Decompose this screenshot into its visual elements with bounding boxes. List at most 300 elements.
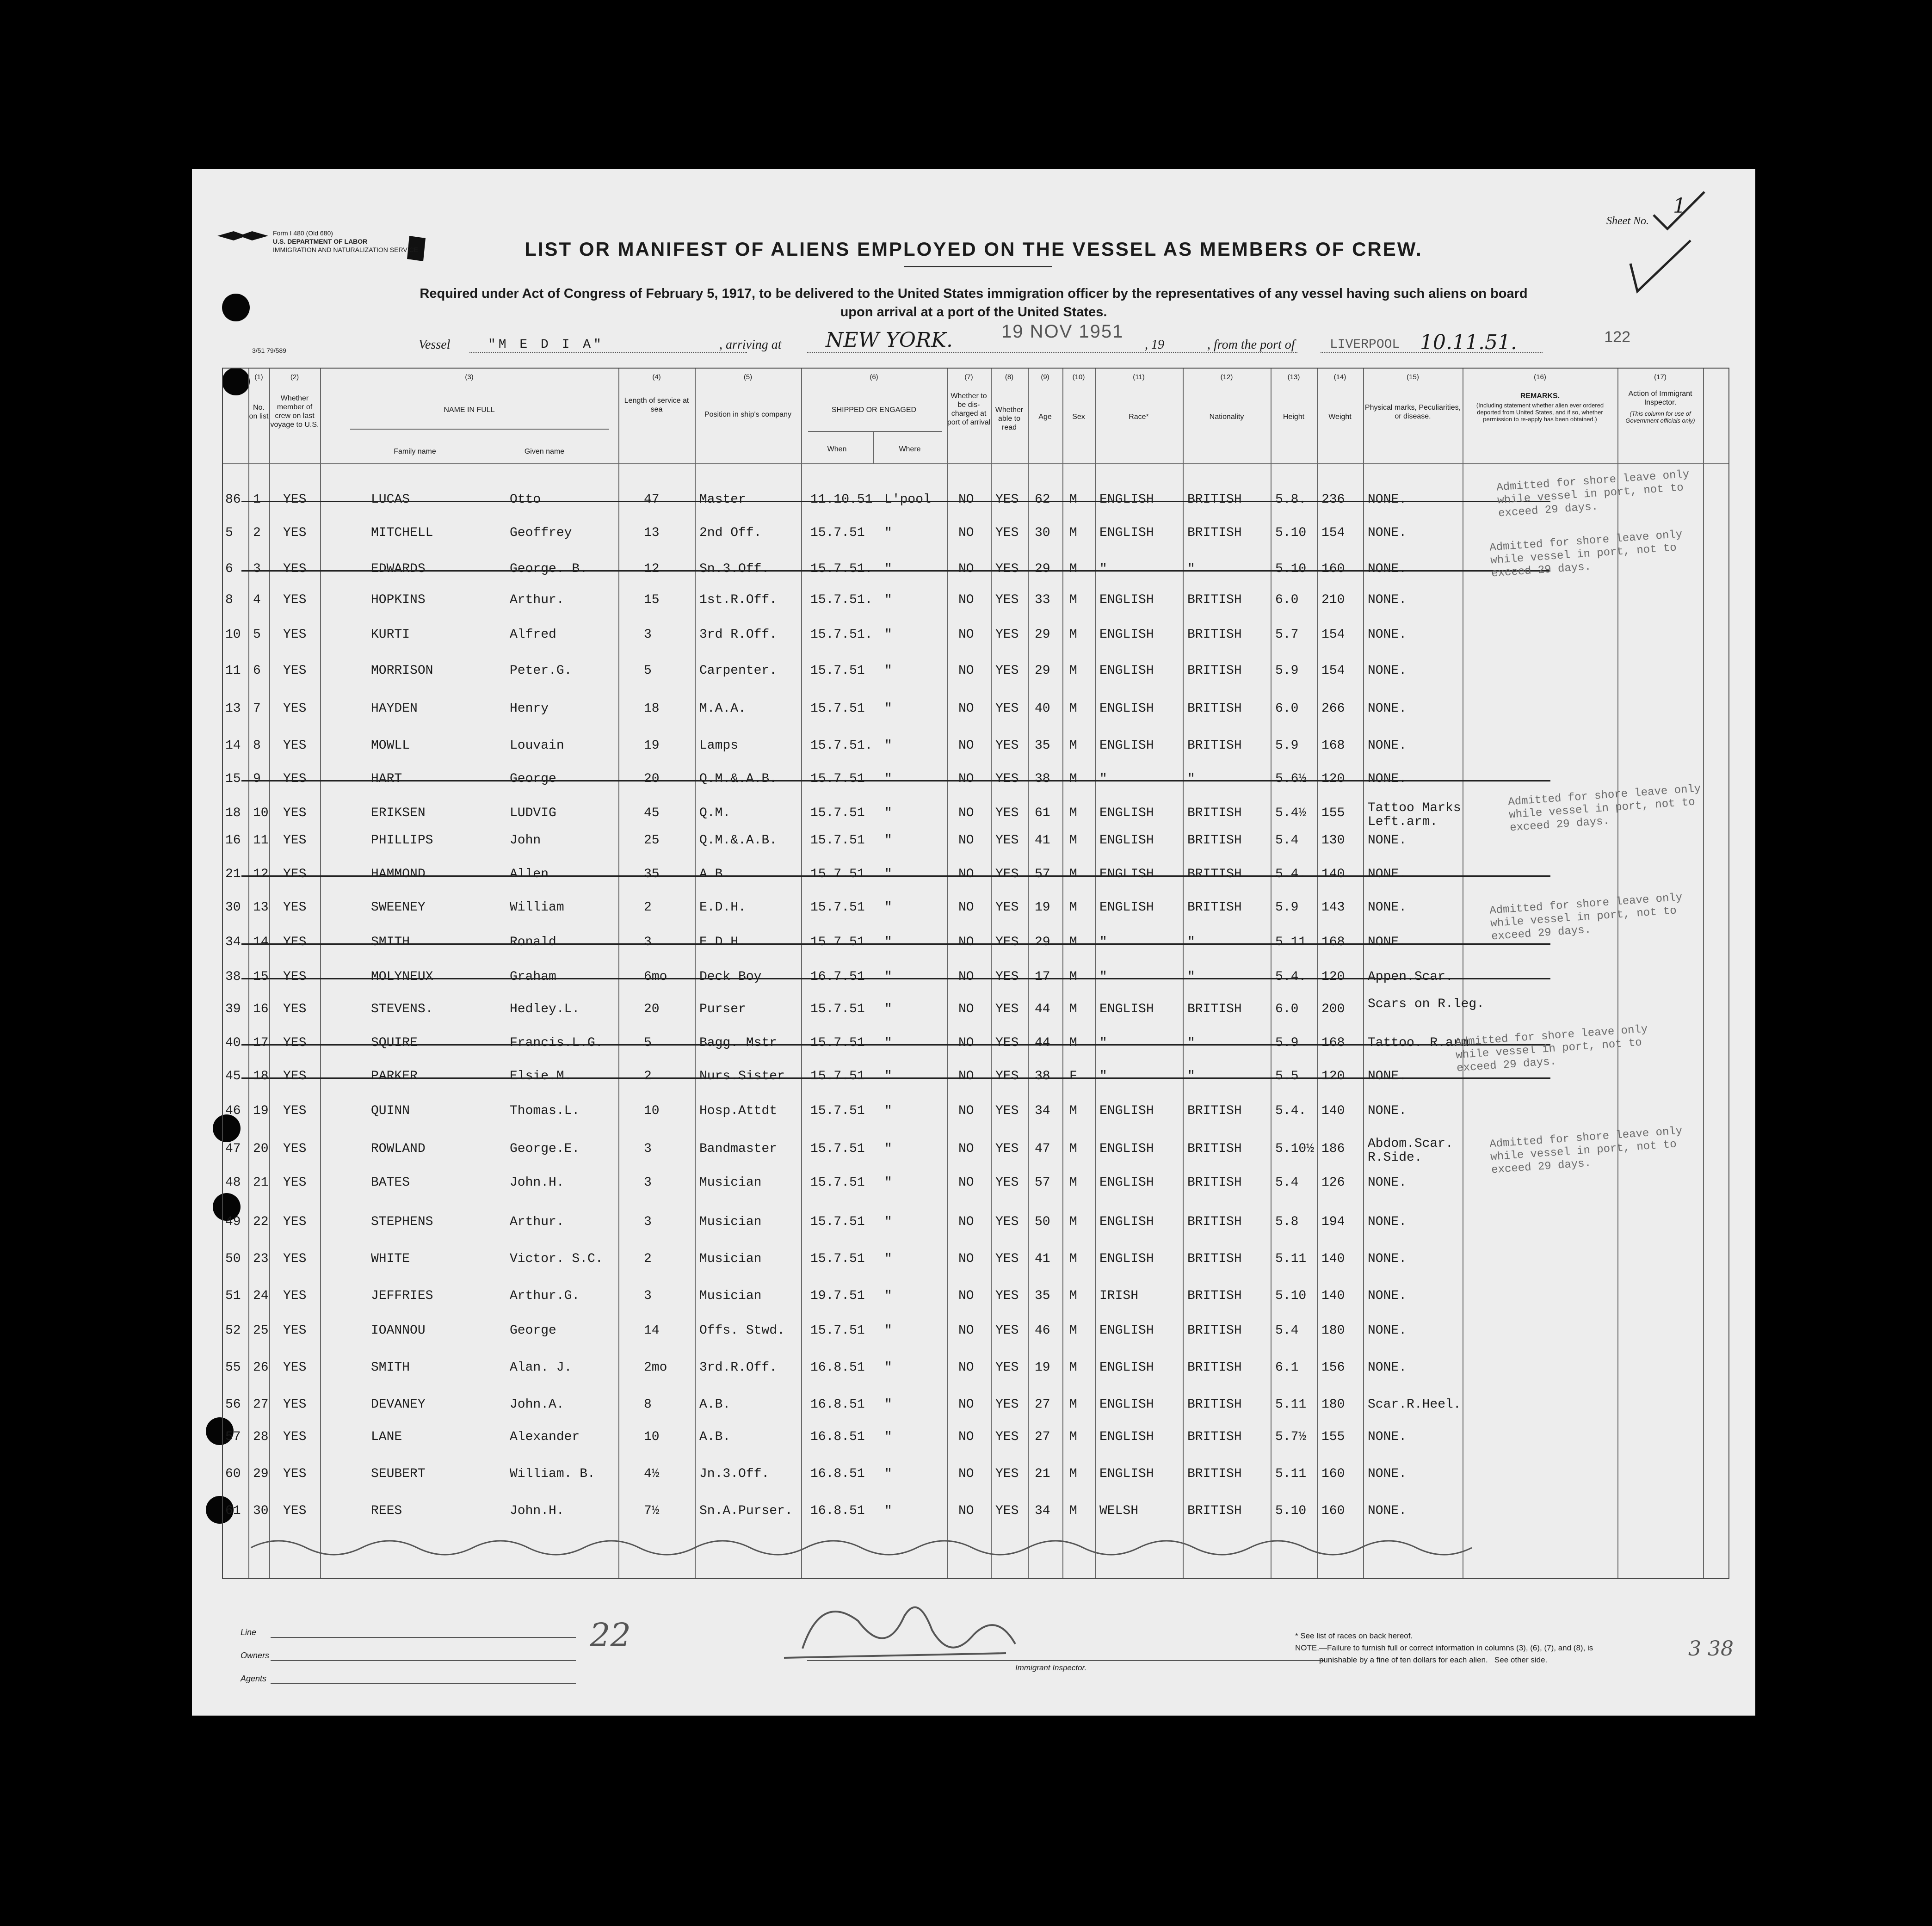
row-discharged: NO (958, 628, 974, 642)
row-sex: F (1069, 1069, 1077, 1083)
row-age: 29 (1035, 562, 1050, 576)
col-head-action: Action of Immigrant Inspector. (1628, 390, 1692, 406)
col-head-shipped: SHIPPED OR ENGAGED (831, 406, 917, 414)
col-num-11: (11) (1133, 373, 1145, 381)
row-shipped-when: 15.7.51 (810, 806, 865, 820)
row-ref-number: 48 (225, 1175, 241, 1190)
row-physical-marks: NONE. (1368, 935, 1407, 949)
row-list-number: 27 (253, 1397, 269, 1412)
row-physical-marks: NONE. (1368, 562, 1407, 576)
row-race: ENGLISH (1099, 738, 1154, 753)
row-given-name: John.H. (510, 1175, 564, 1190)
row-nationality: BRITISH (1187, 628, 1242, 642)
row-able-to-read: YES (995, 806, 1019, 820)
row-nationality: " (1187, 562, 1195, 576)
row-shipped-when: 15.7.51 (810, 900, 865, 915)
col-head-family: Family name (394, 448, 436, 455)
row-last-voyage: YES (283, 1104, 307, 1118)
vessel-dotline (469, 352, 747, 353)
row-race: ENGLISH (1099, 593, 1154, 607)
col-num-12: (12) (1220, 373, 1233, 381)
row-ref-number: 86 (225, 492, 241, 507)
row-sex: M (1069, 1467, 1077, 1481)
row-physical-marks: NONE. (1368, 1252, 1407, 1266)
row-family-name: JEFFRIES (371, 1289, 433, 1303)
row-service-length: 14 (644, 1323, 660, 1338)
row-shipped-where: " (884, 738, 892, 753)
col-num-7: (7) (964, 373, 973, 381)
row-family-name: DEVANEY (371, 1397, 426, 1412)
row-sex: M (1069, 935, 1077, 949)
row-physical-marks: NONE. (1368, 1175, 1407, 1190)
row-position: Jn.3.Off. (699, 1467, 770, 1481)
row-given-name: Ronald (510, 935, 556, 949)
row-service-length: 18 (644, 701, 660, 716)
row-weight: 155 (1321, 806, 1345, 820)
year-label: , 19 (1145, 338, 1164, 352)
row-given-name: John.A. (510, 1397, 564, 1412)
row-last-voyage: YES (283, 562, 307, 576)
col-num-14: (14) (1333, 373, 1346, 381)
row-service-length: 2 (644, 1069, 652, 1083)
row-discharged: NO (958, 970, 974, 984)
row-last-voyage: YES (283, 738, 307, 753)
row-given-name: LUDVIG (510, 806, 556, 820)
row-height: 5.4 (1275, 1323, 1299, 1338)
row-sex: M (1069, 1430, 1077, 1444)
row-family-name: HOPKINS (371, 593, 426, 607)
row-nationality: " (1187, 1036, 1195, 1050)
row-sex: M (1069, 1215, 1077, 1229)
row-nationality: BRITISH (1187, 806, 1242, 820)
row-service-length: 3 (644, 1175, 652, 1190)
row-race: ENGLISH (1099, 806, 1154, 820)
row-family-name: HART (371, 772, 402, 786)
row-sex: M (1069, 1104, 1077, 1118)
row-sex: M (1069, 806, 1077, 820)
row-ref-number: 57 (225, 1430, 241, 1444)
remark-shore-leave: Admitted for shore leave only while vessel in port, not to exceed 29 days. (1496, 468, 1690, 520)
row-given-name: Arthur. (510, 1215, 564, 1229)
strikethrough-line (241, 501, 1550, 502)
strikethrough-line (241, 1077, 1550, 1079)
row-shipped-where: " (884, 935, 892, 949)
col-head-service: Length of service at sea (624, 397, 689, 413)
row-last-voyage: YES (283, 1036, 307, 1050)
row-nationality: BRITISH (1187, 664, 1242, 678)
row-sex: M (1069, 1504, 1077, 1518)
row-age: 57 (1035, 1175, 1050, 1190)
row-physical-marks: Tattoo. R.arm (1368, 1036, 1469, 1050)
row-sex: M (1069, 492, 1077, 507)
col-num-17: (17) (1654, 373, 1667, 381)
row-physical-marks: Tattoo Marks Left.arm. (1368, 801, 1461, 829)
row-service-length: 2 (644, 1252, 652, 1266)
row-height: 5.4. (1275, 867, 1307, 881)
row-race: ENGLISH (1099, 1252, 1154, 1266)
row-able-to-read: YES (995, 1069, 1019, 1083)
table-row (223, 593, 1728, 611)
col-num-13: (13) (1287, 373, 1300, 381)
row-list-number: 2 (253, 526, 261, 540)
row-given-name: Alfred (510, 628, 556, 642)
row-service-length: 3 (644, 628, 652, 642)
table-row (223, 970, 1728, 988)
row-weight: 168 (1321, 935, 1345, 949)
line-field-line (271, 1637, 576, 1638)
row-nationality: BRITISH (1187, 1323, 1242, 1338)
row-sex: M (1069, 1036, 1077, 1050)
col-head-remarks-note: (Including statement whether alien ever ordered deported from United States, and if so, whether permission to re-apply has been obtained.) (1476, 402, 1604, 423)
row-shipped-when: 16.8.51 (810, 1430, 865, 1444)
vessel-label: Vessel (419, 338, 451, 352)
row-service-length: 45 (644, 806, 660, 820)
row-list-number: 26 (253, 1360, 269, 1375)
manifest-subtitle: Required under Act of Congress of February 5, 1917, to be delivered to the United States immigration officer by the representatives of any vessel having such aliens on board upon arrival at a port of the United States. (420, 286, 1528, 320)
row-given-name: Elsie.M. (510, 1069, 572, 1083)
handwritten-total: 22 (590, 1616, 631, 1654)
service: IMMIGRATION AND NATURALIZATION SERVICE (273, 246, 418, 253)
row-height: 6.0 (1275, 1002, 1299, 1016)
row-service-length: 3 (644, 935, 652, 949)
row-age: 27 (1035, 1397, 1050, 1412)
row-weight: 200 (1321, 1002, 1345, 1016)
row-shipped-when: 15.7.51. (810, 738, 873, 753)
row-family-name: HAYDEN (371, 701, 418, 716)
row-given-name: Victor. S.C. (510, 1252, 603, 1266)
row-discharged: NO (958, 1036, 974, 1050)
row-age: 44 (1035, 1002, 1050, 1016)
row-physical-marks: NONE. (1368, 1069, 1407, 1083)
row-nationality: BRITISH (1187, 1360, 1242, 1375)
row-last-voyage: YES (283, 492, 307, 507)
row-family-name: STEPHENS (371, 1215, 433, 1229)
row-able-to-read: YES (995, 1360, 1019, 1375)
col-head-race: Race* (1129, 413, 1149, 421)
row-service-length: 47 (644, 492, 660, 507)
row-race: ENGLISH (1099, 492, 1154, 507)
row-race: ENGLISH (1099, 526, 1154, 540)
row-age: 34 (1035, 1104, 1050, 1118)
row-shipped-where: " (884, 772, 892, 786)
row-ref-number: 15 (225, 772, 241, 786)
row-race: " (1099, 970, 1107, 984)
row-list-number: 9 (253, 772, 261, 786)
row-weight: 140 (1321, 1252, 1345, 1266)
owners-label: Owners (241, 1651, 270, 1660)
row-sex: M (1069, 593, 1077, 607)
table-row (223, 664, 1728, 682)
manifest-sheet (192, 169, 1755, 1716)
row-sex: M (1069, 1252, 1077, 1266)
row-list-number: 29 (253, 1467, 269, 1481)
row-nationality: " (1187, 772, 1195, 786)
row-nationality: BRITISH (1187, 526, 1242, 540)
row-nationality: BRITISH (1187, 1215, 1242, 1229)
row-height: 6.1 (1275, 1360, 1299, 1375)
row-sex: M (1069, 701, 1077, 716)
col-head-action-note: (This column for use of Government officials only) (1625, 410, 1695, 424)
row-age: 41 (1035, 1252, 1050, 1266)
end-of-list-scribble (251, 1529, 1500, 1562)
row-height: 5.9 (1275, 664, 1299, 678)
row-ref-number: 49 (225, 1215, 241, 1229)
row-shipped-when: 15.7.51 (810, 935, 865, 949)
agents-label: Agents (241, 1674, 267, 1683)
row-shipped-where: " (884, 1397, 892, 1412)
row-shipped-where: " (884, 867, 892, 881)
row-given-name: Peter.G. (510, 664, 572, 678)
punch-hole (222, 294, 250, 321)
row-list-number: 18 (253, 1069, 269, 1083)
col-head-discharged: Whether to be dis-charged at port of arrival (947, 392, 991, 426)
row-list-number: 20 (253, 1142, 269, 1156)
row-sex: M (1069, 628, 1077, 642)
row-shipped-when: 15.7.51 (810, 1175, 865, 1190)
row-able-to-read: YES (995, 1467, 1019, 1481)
row-family-name: STEVENS. (371, 1002, 433, 1016)
footer-note: * See list of races on back hereof. NOTE.—Failure to furnish full or correct information in columns (3), (6), (7), and (8), is punishable by a fine of ten dollars for each alien. See other side. (1295, 1631, 1593, 1664)
row-age: 35 (1035, 1289, 1050, 1303)
row-family-name: HAMMOND (371, 867, 426, 881)
row-shipped-where: " (884, 900, 892, 915)
row-discharged: NO (958, 593, 974, 607)
row-service-length: 4½ (644, 1467, 660, 1481)
remark-shore-leave: Admitted for shore leave only while vessel in port, not to exceed 29 days. (1507, 782, 1702, 835)
row-sex: M (1069, 526, 1077, 540)
row-weight: 160 (1321, 562, 1345, 576)
row-shipped-when: 16.8.51 (810, 1397, 865, 1412)
row-shipped-where: " (884, 628, 892, 642)
row-nationality: BRITISH (1187, 833, 1242, 848)
strikethrough-line (241, 943, 1550, 945)
row-sex: M (1069, 562, 1077, 576)
row-position: A.B. (699, 1430, 731, 1444)
row-height: 5.9 (1275, 738, 1299, 753)
date-stamp: 19 NOV 1951 (1001, 321, 1124, 342)
row-family-name: MOWLL (371, 738, 410, 753)
col-head-position: Position in ship's company (704, 411, 792, 418)
row-nationality: BRITISH (1187, 1002, 1242, 1016)
row-service-length: 12 (644, 562, 660, 576)
row-given-name: Arthur. (510, 593, 564, 607)
row-ref-number: 40 (225, 1036, 241, 1050)
table-row (223, 997, 1728, 1021)
row-height: 5.10½ (1275, 1142, 1315, 1156)
row-shipped-where: " (884, 593, 892, 607)
row-last-voyage: YES (283, 701, 307, 716)
shipped-subheader-line (808, 431, 942, 432)
row-able-to-read: YES (995, 1036, 1019, 1050)
row-position: Deck Boy (699, 970, 762, 984)
row-service-length: 3 (644, 1142, 652, 1156)
row-able-to-read: YES (995, 1215, 1019, 1229)
row-family-name: LANE (371, 1430, 402, 1444)
row-shipped-where: " (884, 1289, 892, 1303)
row-family-name: PARKER (371, 1069, 418, 1083)
remark-shore-leave: Admitted for shore leave only while vessel in port, not to exceed 29 days. (1489, 891, 1683, 943)
row-height: 5.5 (1275, 1069, 1299, 1083)
row-list-number: 25 (253, 1323, 269, 1338)
row-race: ENGLISH (1099, 900, 1154, 915)
row-family-name: ROWLAND (371, 1142, 426, 1156)
col-head-weight: Weight (1328, 413, 1352, 421)
row-weight: 156 (1321, 1360, 1345, 1375)
row-shipped-when: 16.8.51 (810, 1467, 865, 1481)
row-age: 27 (1035, 1430, 1050, 1444)
row-family-name: REES (371, 1504, 402, 1518)
row-ref-number: 10 (225, 628, 241, 642)
row-age: 50 (1035, 1215, 1050, 1229)
row-family-name: SQUIRE (371, 1036, 418, 1050)
row-service-length: 8 (644, 1397, 652, 1412)
row-given-name: Alexander (510, 1430, 580, 1444)
col-head-when: When (827, 445, 847, 453)
row-nationality: BRITISH (1187, 867, 1242, 881)
row-last-voyage: YES (283, 900, 307, 915)
row-shipped-when: 15.7.51. (810, 593, 873, 607)
form-ref-code: 3/51 79/589 (252, 347, 286, 354)
col-num-9: (9) (1041, 373, 1049, 381)
row-nationality: BRITISH (1187, 1252, 1242, 1266)
row-discharged: NO (958, 1175, 974, 1190)
col-num-6: (6) (870, 373, 878, 381)
row-able-to-read: YES (995, 701, 1019, 716)
row-able-to-read: YES (995, 1002, 1019, 1016)
table-row (223, 1504, 1728, 1522)
arriving-label: , arriving at (719, 338, 782, 352)
row-list-number: 3 (253, 562, 261, 576)
row-position: 3rd.R.Off. (699, 1360, 778, 1375)
row-nationality: BRITISH (1187, 1289, 1242, 1303)
row-list-number: 1 (253, 492, 261, 507)
row-shipped-when: 15.7.51 (810, 1142, 865, 1156)
row-family-name: LUCAS (371, 492, 410, 507)
row-ref-number: 60 (225, 1467, 241, 1481)
row-discharged: NO (958, 772, 974, 786)
row-given-name: William. B. (510, 1467, 595, 1481)
row-sex: M (1069, 738, 1077, 753)
row-last-voyage: YES (283, 833, 307, 848)
row-service-length: 2 (644, 900, 652, 915)
manifest-title: LIST OR MANIFEST OF ALIENS EMPLOYED ON THE VESSEL AS MEMBERS OF CREW. (525, 238, 1423, 260)
row-physical-marks: NONE. (1368, 738, 1407, 753)
row-age: 44 (1035, 1036, 1050, 1050)
table-row (223, 1215, 1728, 1233)
row-height: 5.10 (1275, 1289, 1307, 1303)
table-row (223, 1323, 1728, 1342)
row-nationality: " (1187, 1069, 1195, 1083)
row-able-to-read: YES (995, 628, 1019, 642)
row-sex: M (1069, 1142, 1077, 1156)
row-position: Sn.A.Purser. (699, 1504, 793, 1518)
row-shipped-where: " (884, 701, 892, 716)
row-age: 17 (1035, 970, 1050, 984)
row-shipped-where: " (884, 970, 892, 984)
row-last-voyage: YES (283, 526, 307, 540)
row-position: 2nd Off. (699, 526, 762, 540)
table-row (223, 867, 1728, 886)
row-given-name: George (510, 772, 556, 786)
row-discharged: NO (958, 1215, 974, 1229)
row-physical-marks: NONE. (1368, 1360, 1407, 1375)
row-given-name: Arthur.G. (510, 1289, 580, 1303)
row-list-number: 7 (253, 701, 261, 716)
row-position: Lamps (699, 738, 739, 753)
row-discharged: NO (958, 1323, 974, 1338)
row-ref-number: 50 (225, 1252, 241, 1266)
row-weight: 155 (1321, 1430, 1345, 1444)
row-able-to-read: YES (995, 935, 1019, 949)
row-shipped-when: 15.7.51 (810, 833, 865, 848)
row-shipped-where: " (884, 1430, 892, 1444)
row-shipped-when: 16.7.51 (810, 970, 865, 984)
row-discharged: NO (958, 806, 974, 820)
row-race: ENGLISH (1099, 664, 1154, 678)
row-able-to-read: YES (995, 1252, 1019, 1266)
row-able-to-read: YES (995, 492, 1019, 507)
row-age: 35 (1035, 738, 1050, 753)
row-physical-marks: NONE. (1368, 833, 1407, 848)
row-height: 6.0 (1275, 593, 1299, 607)
row-weight: 140 (1321, 867, 1345, 881)
row-able-to-read: YES (995, 1289, 1019, 1303)
owners-field-line (271, 1660, 576, 1661)
row-sex: M (1069, 970, 1077, 984)
row-physical-marks: NONE. (1368, 1323, 1407, 1338)
from-dotline (1321, 352, 1543, 353)
row-able-to-read: YES (995, 900, 1019, 915)
check-mark-icon (1649, 187, 1709, 234)
row-list-number: 19 (253, 1104, 269, 1118)
row-service-length: 3 (644, 1215, 652, 1229)
line-label: Line (241, 1628, 257, 1637)
margin-mark: 3 38 (1688, 1637, 1734, 1661)
row-shipped-where: " (884, 1036, 892, 1050)
col-head-last-voyage: Whether member of crew on last voyage to U.S. (270, 394, 319, 429)
row-race: ENGLISH (1099, 701, 1154, 716)
row-family-name: SMITH (371, 935, 410, 949)
row-race: ENGLISH (1099, 1323, 1154, 1338)
row-shipped-when: 15.7.51 (810, 1069, 865, 1083)
agents-field-line (271, 1683, 576, 1684)
row-sex: M (1069, 1289, 1077, 1303)
row-height: 5.4 (1275, 1175, 1299, 1190)
row-last-voyage: YES (283, 1002, 307, 1016)
row-position: E.D.H. (699, 935, 746, 949)
department: U.S. DEPARTMENT OF LABOR (273, 238, 368, 245)
row-weight: 160 (1321, 1467, 1345, 1481)
row-weight: 154 (1321, 628, 1345, 642)
row-age: 62 (1035, 492, 1050, 507)
table-row (223, 1430, 1728, 1448)
row-shipped-where: " (884, 562, 892, 576)
row-sex: M (1069, 833, 1077, 848)
row-service-length: 20 (644, 772, 660, 786)
row-last-voyage: YES (283, 867, 307, 881)
row-able-to-read: YES (995, 970, 1019, 984)
row-family-name: MITCHELL (371, 526, 433, 540)
row-sex: M (1069, 1323, 1077, 1338)
table-row (223, 1467, 1728, 1485)
row-given-name: Alan. J. (510, 1360, 572, 1375)
row-discharged: NO (958, 867, 974, 881)
row-nationality: BRITISH (1187, 738, 1242, 753)
col-head-nationality: Nationality (1209, 413, 1244, 421)
row-list-number: 23 (253, 1252, 269, 1266)
row-age: 46 (1035, 1323, 1050, 1338)
from-date: 10.11.51. (1420, 331, 1517, 354)
